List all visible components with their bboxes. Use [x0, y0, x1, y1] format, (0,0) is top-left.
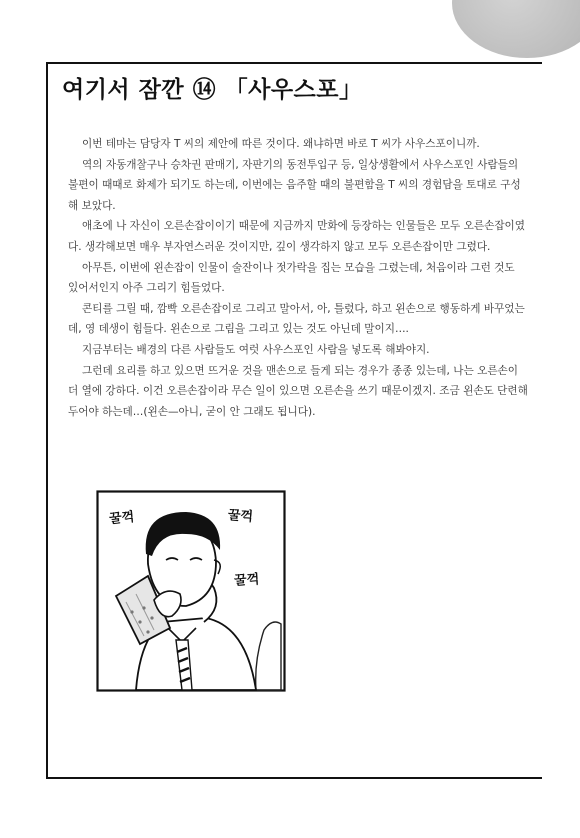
- article-body: [68, 134, 528, 422]
- paragraph: 이번 테마는 담당자 T 씨의 제안에 따른 것이다. 왜냐하면 바로 T 씨가 사우스포이니까.: [82, 138, 480, 150]
- paragraph: 지금부터는 배경의 다른 사람들도 여럿 사우스포인 사람을 넣도록 해봐야지.: [82, 343, 430, 356]
- paragraph: 그런데 요리를 하고 있으면 뜨거운 것을 맨손으로 들게 되는 경우가 종종 있는데, 나는 오른손이 더 열에 강하다. 이건 오른손잡이라 무슨 일이 있으면 오른손을 쓰기 때문이겠지. 조금 왼손도 단련해 두어야 하는데…(왼손—아니, 굳이 안 그래도 됩니다).: [68, 364, 528, 418]
- paragraph: 아무튼, 이번에 왼손잡이 인물이 술잔이나 젓가락을 집는 모습을 그렸는데, 처음이라 그런 것도 있어서인지 아주 그리기 힘들었다.: [68, 261, 515, 295]
- paragraph: 애초에 나 자신이 오른손잡이이기 때문에 지금까지 만화에 등장하는 인물들은 모두 오른손잡이였다. 생각해보면 매우 부자연스러운 것이지만, 깊이 생각하지 않고 모두 오른손잡이만 그렸다.: [68, 220, 526, 253]
- comic-panel: [96, 490, 286, 692]
- corner-decoration: [452, 0, 580, 58]
- paragraph: 역의 자동개찰구나 승차권 판매기, 자판기의 동전투입구 등, 일상생활에서 사우스포인 사람들의 불편이 때때로 화제가 되기도 하는데, 이번에는 음주할 때의 불편함을 T 씨의 경험담을 토대로 구성해 보았다.: [68, 158, 521, 212]
- sound-effect: 꿀꺽: [108, 509, 136, 528]
- sound-effect: 꿀꺽: [233, 572, 260, 589]
- paragraph: 콘티를 그릴 때, 깜빡 오른손잡이로 그리고 말아서, 아, 틀렸다, 하고 왼손으로 행동하게 바꾸었는데, 영 데생이 힘들다. 왼손으로 그림을 그리고 있는 것도 아닌데 말이지….: [68, 302, 525, 336]
- sound-effect: 꿀꺽: [227, 508, 254, 525]
- page-title: 여기서 잠깐 ⑭ 「사우스포」: [62, 77, 363, 103]
